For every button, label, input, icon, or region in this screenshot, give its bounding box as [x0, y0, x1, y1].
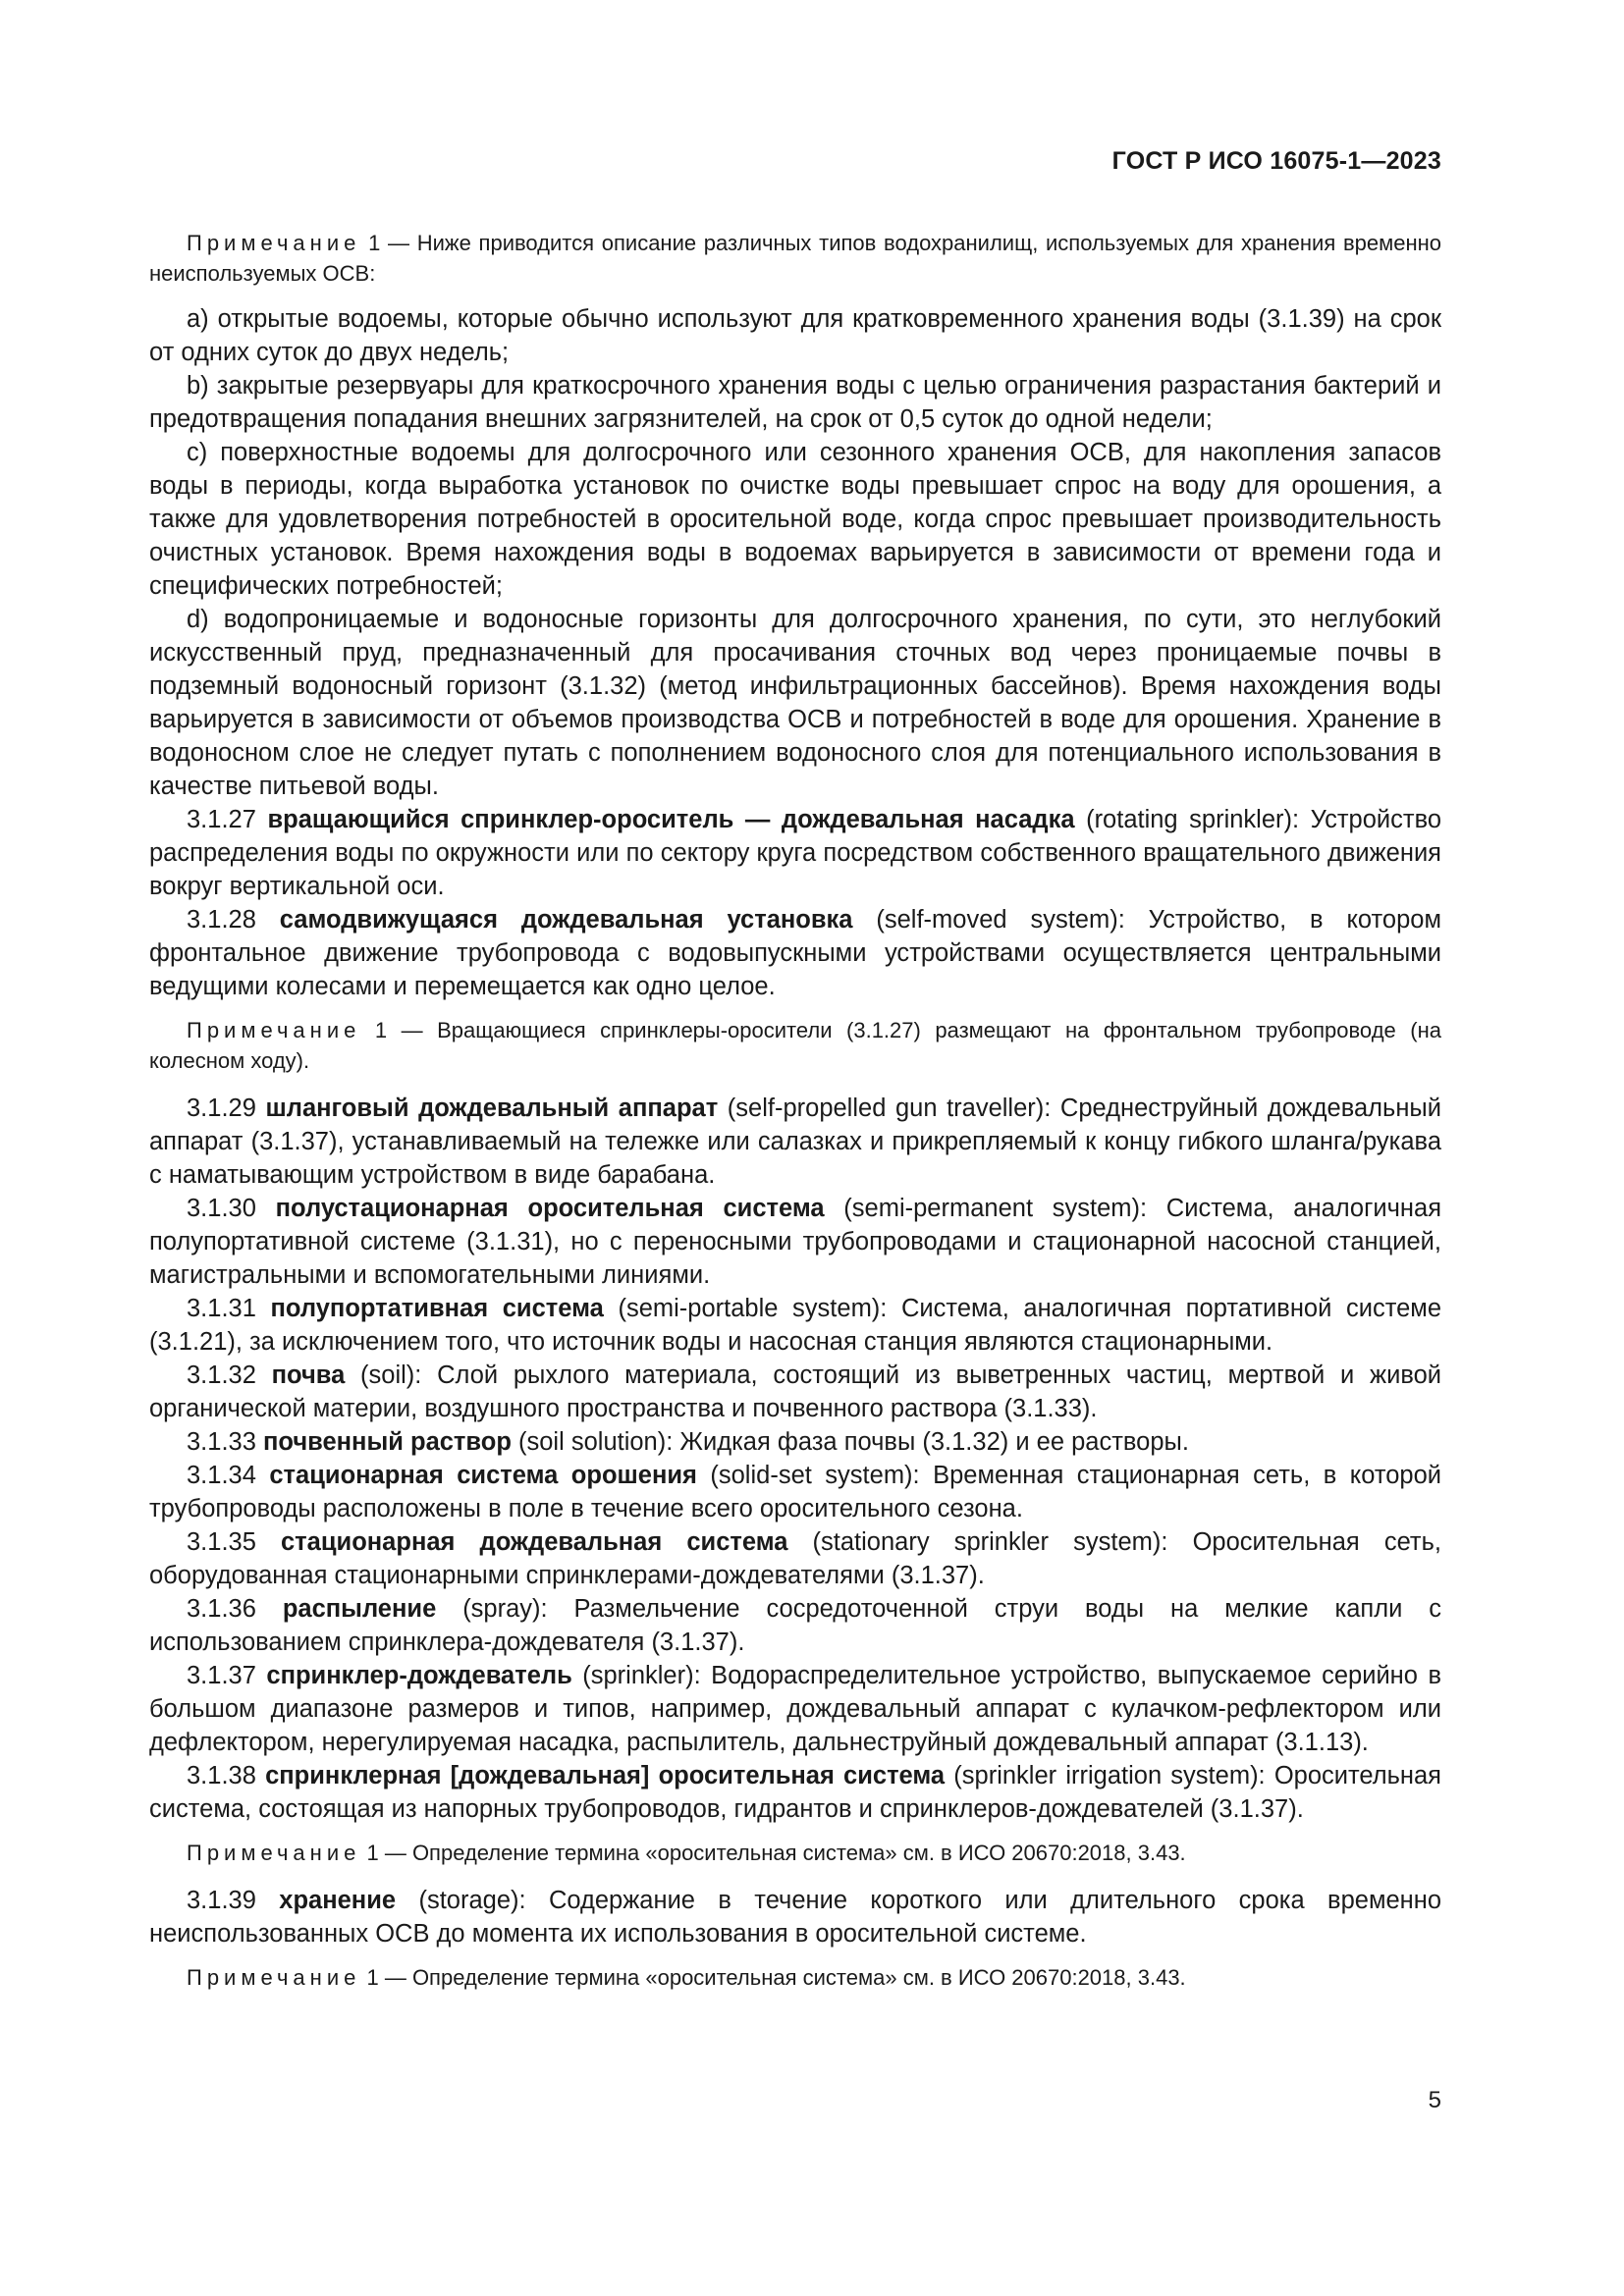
term-definition: [149, 1525, 1441, 1592]
note-label: Примечание: [187, 1841, 361, 1865]
term-definition: [149, 1192, 1441, 1292]
term-name: полупортативная система: [270, 1295, 604, 1322]
term-definition-text: (semi-permanent system): Система, аналогичная полупортативной системе (3.1.31), но с переносными трубопроводами и стационарной насосной станцией, магистральными и вспомогательными линиями.: [149, 1195, 1442, 1289]
term-number: 3.1.32: [187, 1362, 272, 1389]
list-item: [149, 436, 1441, 603]
term-name: почва: [271, 1362, 346, 1389]
term-name: вращающийся спринклер-ороситель — дождевальная насадка: [267, 806, 1075, 833]
term-definition-text: (soil): Слой рыхлого материала, состоящий из выветренных частиц, мертвой и живой органической материи, воздушного пространства и почвенного раствора (3.1.33).: [149, 1362, 1442, 1422]
list-item: [149, 369, 1441, 436]
note-label: Примечание: [187, 231, 361, 255]
term-name: хранение: [279, 1887, 397, 1914]
note-text: Вращающиеся спринклеры-оросители (3.1.27) размещают на фронтальном трубопроводе (на колесном ходу).: [149, 1018, 1441, 1073]
note-text: Определение термина «оросительная система» см. в ИСО 20670:2018, 3.43.: [411, 1965, 1186, 1990]
term-number: 3.1.35: [187, 1528, 281, 1556]
term-definition: [149, 1459, 1441, 1525]
term-definition-text: (storage): Содержание в течение короткого или длительного срока временно неиспользованных ОСВ до момента их использования в оросительной системе.: [149, 1887, 1441, 1948]
term-definition-text: (sprinkler): Водораспределительное устройство, выпускаемое серийно в большом диапазоне размеров и типов, например, дождевальный аппарат с кулачком-рефлектором или дефлектором, нерегулируемая насадка, распылитель, дальнеструйный дождевальный аппарат (3.1.13).: [149, 1662, 1441, 1756]
term-definition: [149, 1659, 1441, 1759]
term-name: шланговый дождевальный аппарат: [265, 1095, 719, 1122]
term-definition-text: (stationary sprinkler system): Оросительная сеть, оборудованная стационарными спринклерами-дождевателями (3.1.37).: [149, 1528, 1441, 1589]
term-name: самодвижущаяся дождевальная установка: [279, 906, 853, 934]
note-number: 1 —: [374, 1018, 438, 1042]
term-number: 3.1.37: [187, 1662, 267, 1689]
term-name: спринклер-дождеватель: [266, 1662, 572, 1689]
term-definition-text: (semi-portable system): Система, аналогичная портативной системе (3.1.21), за исключением того, что источник воды и насосная станция являются стационарными.: [149, 1295, 1442, 1356]
term-definition: [149, 1759, 1441, 1826]
term-definition-text: (rotating sprinkler): Устройство распределения воды по окружности или по сектору круга посредством собственного вращательного движения вокруг вертикальной оси.: [149, 806, 1442, 900]
note-label: Примечание: [187, 1018, 361, 1042]
document-header: ГОСТ Р ИСО 16075-1—2023: [1111, 147, 1441, 175]
note-paragraph: [149, 1962, 1441, 1993]
note-text: Определение термина «оросительная система» см. в ИСО 20670:2018, 3.43.: [411, 1841, 1186, 1865]
term-name: стационарная дождевальная система: [281, 1528, 788, 1556]
term-definition: [149, 803, 1441, 903]
term-definition: [149, 1359, 1441, 1425]
note-text: Ниже приводится описание различных типов водохранилищ, используемых для хранения временно неиспользуемых ОСВ:: [149, 231, 1441, 286]
term-definition-text: (spray): Размельчение сосредоточенной струи воды на мелкие капли с использованием спринклера-дождевателя (3.1.37).: [149, 1595, 1441, 1656]
term-definition-text: (solid-set system): Временная стационарная сеть, в которой трубопроводы расположены в поле в течение всего оросительного сезона.: [149, 1462, 1442, 1522]
list-item-text: b) закрытые резервуары для краткосрочного хранения воды с целью ограничения разрастания бактерий и предотвращения попадания внешних загрязнителей, на срок от 0,5 суток до одной недели;: [149, 372, 1441, 433]
note-paragraph: [149, 228, 1441, 289]
term-number: 3.1.38: [187, 1762, 266, 1789]
term-number: 3.1.33: [187, 1428, 263, 1456]
note-number: 1 —: [366, 1841, 412, 1865]
term-definition: [149, 1292, 1441, 1359]
term-number: 3.1.28: [187, 906, 280, 934]
term-name: распыление: [282, 1595, 437, 1623]
term-definition: [149, 1092, 1441, 1192]
term-definition: [149, 1425, 1441, 1459]
term-definition-text: (soil solution): Жидкая фаза почвы (3.1.32) и ее растворы.: [511, 1428, 1189, 1456]
list-item: [149, 603, 1441, 803]
term-number: 3.1.39: [187, 1887, 280, 1914]
term-number: 3.1.27: [187, 806, 268, 833]
term-name: полустационарная оросительная система: [275, 1195, 825, 1222]
note-number: 1 —: [368, 231, 417, 255]
note-label: Примечание: [187, 1965, 361, 1990]
term-definition-text: (sprinkler irrigation system): Оросительная система, состоящая из напорных трубопроводов, гидрантов и спринклеров-дождевателей (3.1.37).: [149, 1762, 1441, 1823]
term-number: 3.1.30: [187, 1195, 276, 1222]
term-number: 3.1.29: [187, 1095, 266, 1122]
document-body: [149, 228, 1441, 2008]
term-definition: [149, 903, 1441, 1003]
term-name: спринклерная [дождевальная] оросительная система: [265, 1762, 946, 1789]
term-name: стационарная система орошения: [269, 1462, 697, 1489]
list-item: [149, 302, 1441, 369]
term-number: 3.1.34: [187, 1462, 270, 1489]
note-paragraph: [149, 1838, 1441, 1868]
list-item-text: c) поверхностные водоемы для долгосрочного или сезонного хранения ОСВ, для накопления запасов воды в периоды, когда выработка установок по очистке воды превышает спрос на воду для орошения, а также для удовлетворения потребностей в оросительной воде, когда спрос превышает производительность очистных установок. Время нахождения воды в водоемах варьируется в зависимости от времени года и специфических потребностей;: [149, 439, 1441, 600]
term-definition: [149, 1884, 1441, 1950]
term-number: 3.1.31: [187, 1295, 271, 1322]
list-item-text: d) водопроницаемые и водоносные горизонты для долгосрочного хранения, по сути, это неглубокий искусственный пруд, предназначенный для просачивания сточных вод через проницаемые почвы в подземный водоносный горизонт (3.1.32) (метод инфильтрационных бассейнов). Время нахождения воды варьируется в зависимости от объемов производства ОСВ и потребностей в воде для орошения. Хранение в водоносном слое не следует путать с пополнением водоносного слоя для потенциального использования в качестве питьевой воды.: [149, 606, 1441, 800]
note-paragraph: [149, 1015, 1441, 1076]
list-item-text: a) открытые водоемы, которые обычно используют для кратковременного хранения воды (3.1.39) на срок от одних суток до двух недель;: [149, 305, 1441, 366]
term-definition-text: (self-moved system): Устройство, в котором фронтальное движение трубопровода с водовыпускными устройствами осуществляется центральными ведущими колесами и перемещается как одно целое.: [149, 906, 1442, 1000]
page-number: 5: [1428, 2087, 1441, 2113]
term-name: почвенный раствор: [262, 1428, 512, 1456]
note-number: 1 —: [366, 1965, 412, 1990]
term-number: 3.1.36: [187, 1595, 283, 1623]
term-definition: [149, 1592, 1441, 1659]
term-definition-text: (self-propelled gun traveller): Среднеструйный дождевальный аппарат (3.1.37), устанавливаемый на тележке или салазках и прикрепляемый к концу гибкого шланга/рукава с наматывающим устройством в виде барабана.: [149, 1095, 1441, 1189]
